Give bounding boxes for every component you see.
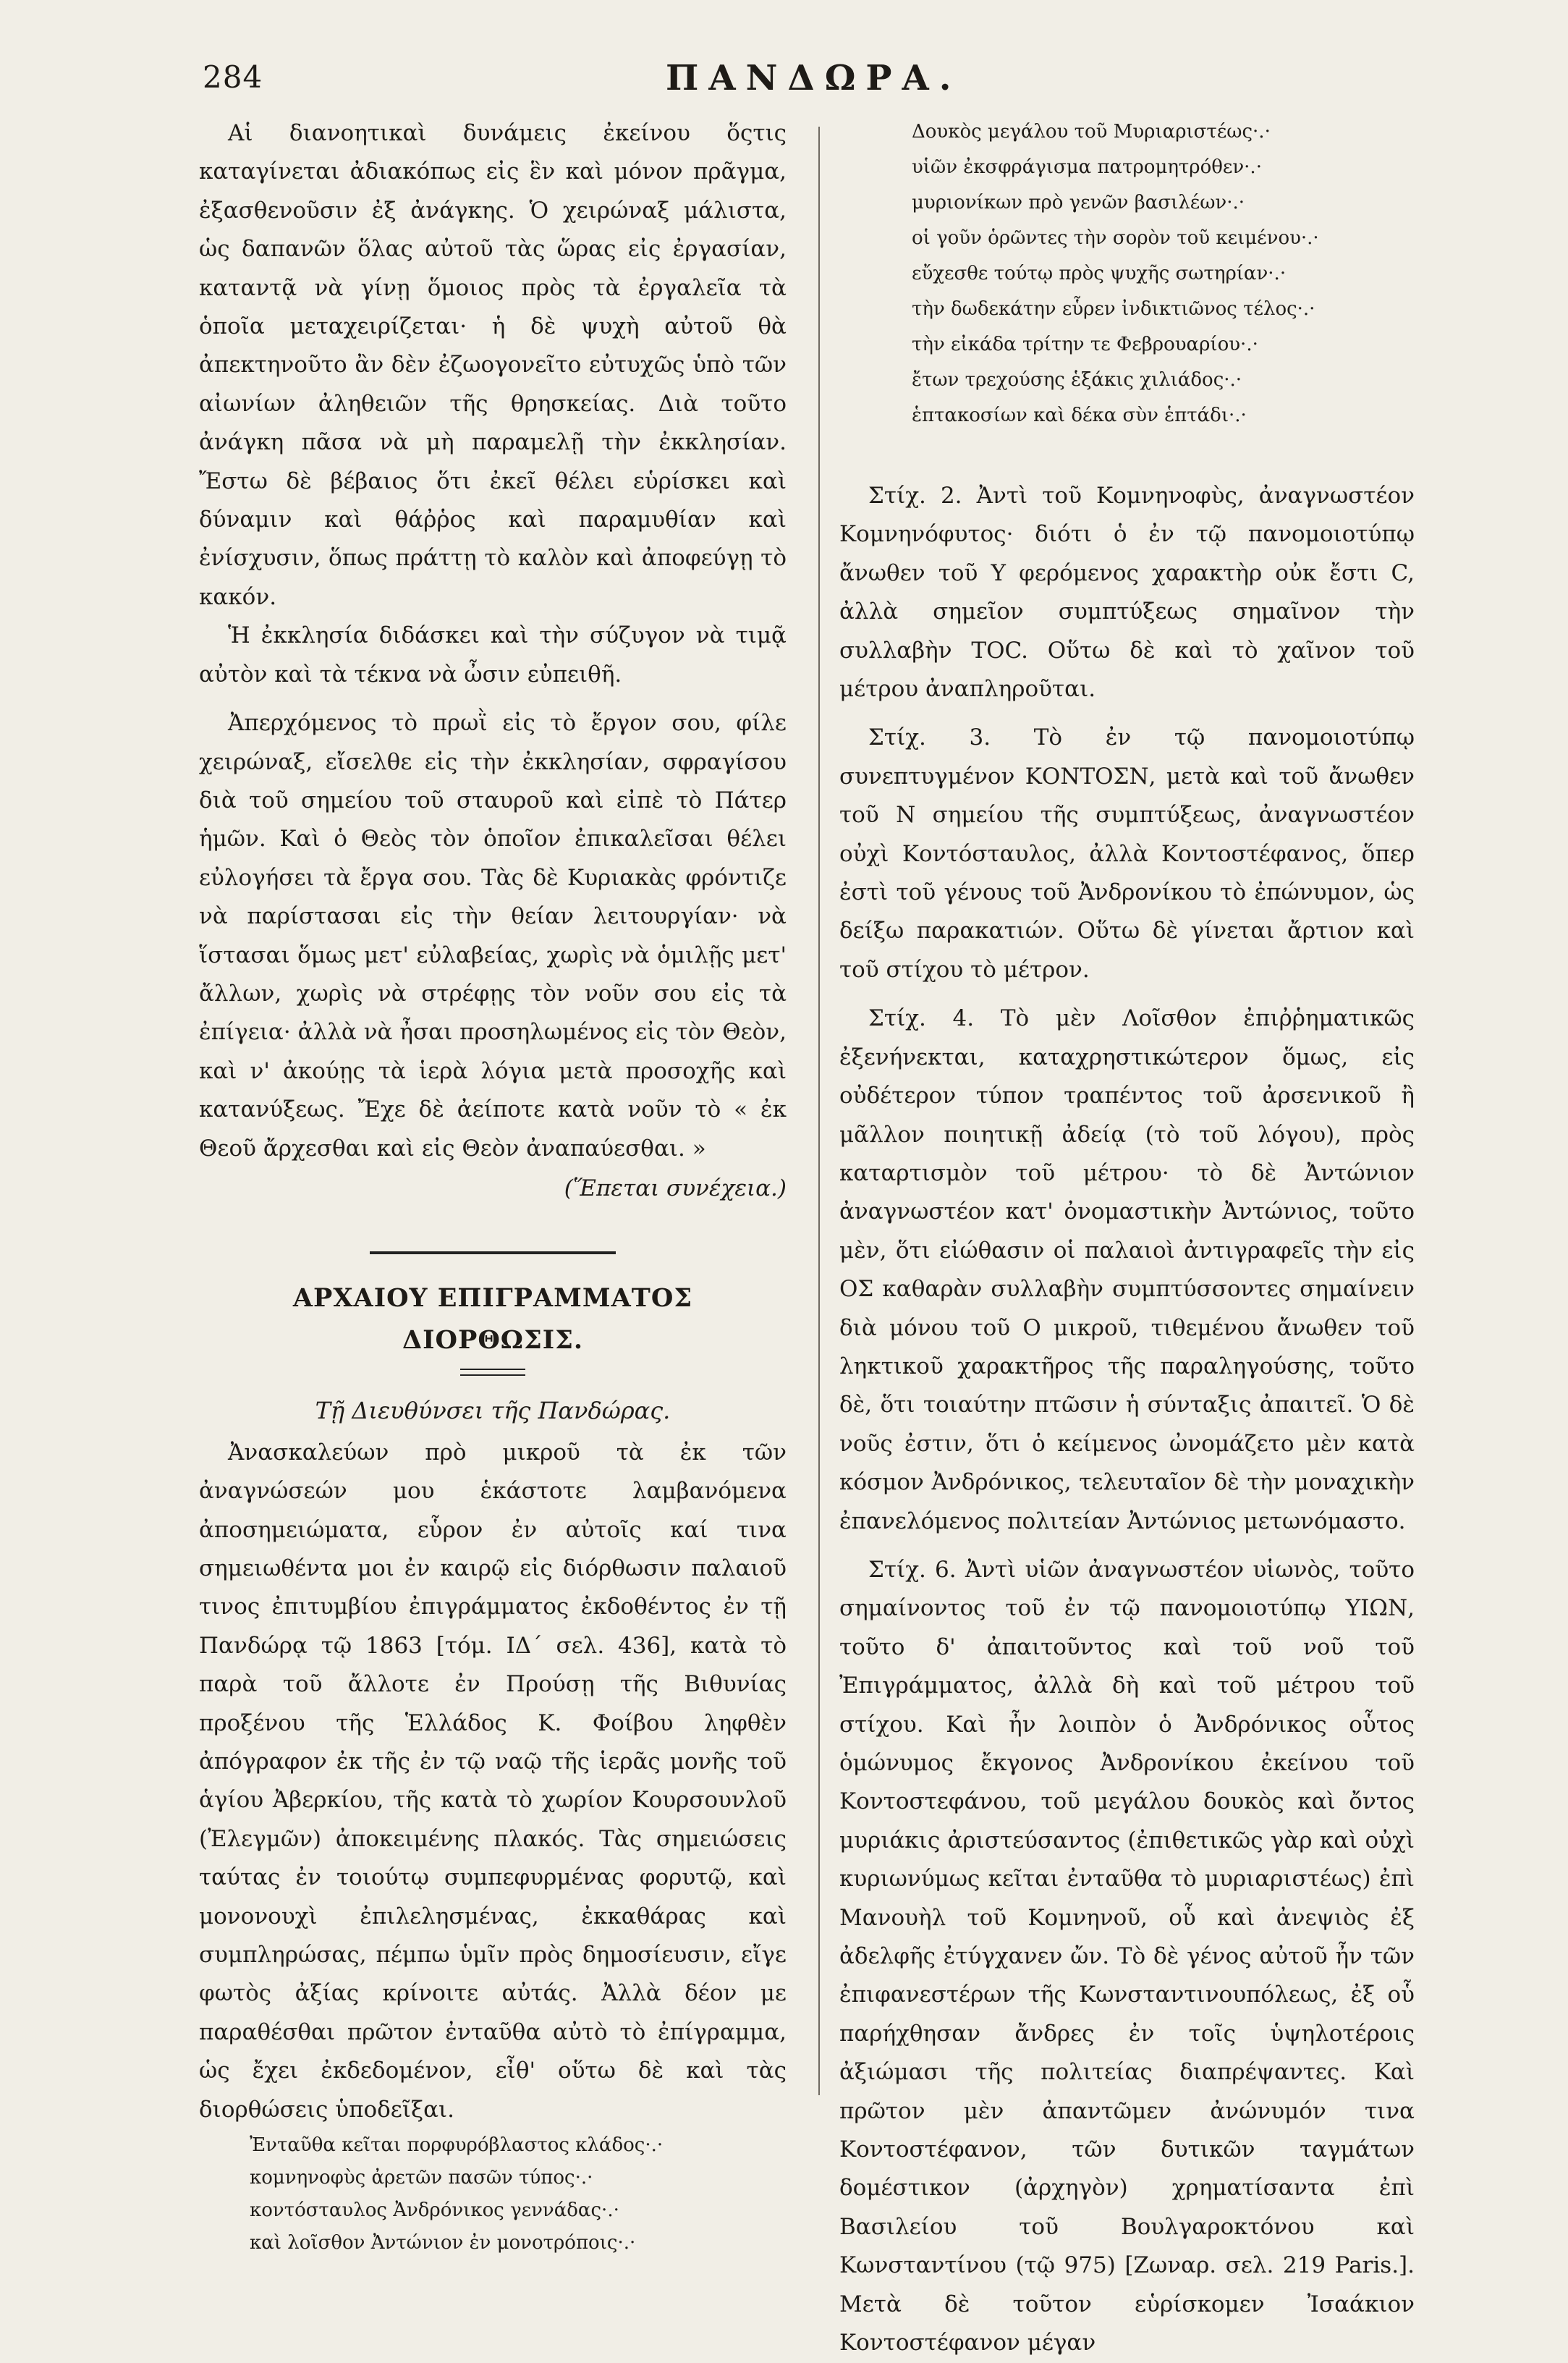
section-heading: ΑΡΧΑΙΟΥ ΕΠΙΓΡΑΜΜΑΤΟΣ ΔΙΟΡΘΩΣΙΣ. [292, 1283, 693, 1356]
paragraph: Ἀπερχόμενος τὸ πρωῒ εἰς τὸ ἔργον σου, φίλε χειρώναξ, εἴσελθε εἰς τὴν ἐκκλησίαν, σφραγίσου διὰ τοῦ σημείου τοῦ σταυροῦ καὶ εἰπὲ τὸ Πάτερ ἡμῶν. Καὶ ὁ Θεὸς τὸν ὁποῖον ἐπικαλεῖσαι θέλει εὐλογήσει τὰ ἔργα σου. Τὰς δὲ Κυριακὰς φρόντιζε νὰ παρίστασαι εἰς τὴν θείαν λειτουργίαν· νὰ ἵστασαι ὅμως μετ' εὐλαβείας, χωρὶς νὰ ὁμιλῇς μετ' ἄλλων, χωρὶς νὰ στρέφῃς τὸν νοῦν σου εἰς τὰ ἐπίγεια· ἀλλὰ νὰ ἦσαι προσηλωμένος εἰς τὸν Θεὸν, καὶ ν' ἀκούῃς τὰ ἱερὰ λόγια μετὰ προσοχῆς καὶ κατανύξεως. Ἔχε δὲ ἀείποτε κατὰ νοῦν τὸ « ἐκ Θεοῦ ἄρχεσθαι καὶ εἰς Θεὸν ἀναπαύεσθαι. » [199, 710, 787, 1162]
verse-line: εὔχεσθε τούτῳ πρὸς ψυχῆς σωτηρίαν·.· [912, 263, 1287, 284]
left-column [199, 114, 787, 2260]
verse-line: ἔτων τρεχούσης ἑξάκις χιλιάδος·.· [912, 369, 1242, 391]
verse-line: καὶ λοῖσθον Ἀντώνιον ἐν μονοτρόποις·.· [250, 2232, 636, 2254]
verse-line: υἱῶν ἐκσφράγισμα πατρομητρόθεν·.· [912, 156, 1262, 178]
page-number: 284 [203, 59, 263, 95]
right-column [839, 114, 1415, 2363]
verse-line: κοντόσταυλος Ἀνδρόνικος γεννάδας·.· [250, 2199, 619, 2222]
paragraph: Αἱ διανοητικαὶ δυνάμεις ἐκείνου ὅςτις καταγίνεται ἀδιακόπως εἰς ἓν καὶ μόνον πρᾶγμα, ἐξασθενοῦσιν ἐξ ἀνάγκης. Ὁ χειρώναξ μάλιστα, ὡς δαπανῶν ὅλας αὐτοῦ τὰς ὥρας εἰς ἐργασίαν, καταντᾷ νὰ γίνῃ ὅμοιος πρὸς τὰ ἐργαλεῖα τὰ ὁποῖα μεταχειρίζεται· ἡ δὲ ψυχὴ αὐτοῦ θὰ ἀπεκτηνοῦτο ἂν δὲν ἐζωογονεῖτο εὐτυχῶς ὑπὸ τῶν αἰωνίων ἀληθειῶν τῆς θρησκείας. Διὰ τοῦτο ἀνάγκη πᾶσα νὰ μὴ παραμελῇ τὴν ἐκκλησίαν. Ἔστω δὲ βέβαιος ὅτι ἐκεῖ θέλει εὑρίσκει καὶ δύναμιν καὶ θάῤῥος καὶ παραμυθίαν καὶ ἐνίσχυσιν, ὅπως πράττῃ τὸ καλὸν καὶ ἀποφεύγῃ τὸ κακόν. [199, 120, 787, 610]
letter-paragraph: Ἀνασκαλεύων πρὸ μικροῦ τὰ ἐκ τῶν ἀναγνώσεών μου ἑκάστοτε λαμβανόμενα ἀποσημειώματα, εὗρον ἐν αὐτοῖς καί τινα σημειωθέντα μοι ἐν καιρῷ εἰς διόρθωσιν παλαιοῦ τινος ἐπιτυμβίου ἐπιγράμματος ἐκδοθέντος ἐν τῇ Πανδώρᾳ τῷ 1863 [τόμ. ΙΔ΄ σελ. 436], κατὰ τὸ παρὰ τοῦ ἄλλοτε ἐν Προύσῃ τῆς Βιθυνίας προξένου τῆς Ἑλλάδος Κ. Φοίβου ληφθὲν ἀπόγραφον ἐκ τῆς ἐν τῷ ναῷ τῆς ἱερᾶς μονῆς τοῦ ἁγίου Ἀβερκίου, τῆς κατὰ τὸ χωρίον Κουρσουνλοῦ (Ἐλεγμῶν) ἀποκειμένης πλακός. Τὰς σημειώσεις ταύτας ἐν τοιούτῳ συμπεφυρμένας φορυτῷ, καὶ μονονουχὶ ἐπιλελησμένας, ἐκκαθάρας καὶ συμπληρώσας, πέμπω ὑμῖν πρὸς δημοσίευσιν, εἴγε φωτὸς ἀξίας κρίνοιτε αὐτάς. Ἀλλὰ δέον με παραθέσθαι πρῶτον ἐνταῦθα αὐτὸ τὸ ἐπίγραμμα, ὡς ἔχει ἐκδεδομένον, εἶθ' οὕτω δὲ καὶ τὰς διορθώσεις ὑποδεῖξαι. [199, 1439, 787, 2123]
commentary-paragraph: Στίχ. 4. Τὸ μὲν Λοῖσθον ἐπιῤῥηματικῶς ἐξενήνεκται, καταχρηστικώτερον ὅμως, εἰς οὐδέτερον τύπον τραπέντος τοῦ ἀρσενικοῦ ἢ μᾶλλον ποιητικῇ ἀδείᾳ (τὸ τοῦ λόγου), πρὸς καταρτισμὸν τοῦ μέτρου· τὸ δὲ Ἀντώνιον ἀναγνωστέον κατ' ὀνομαστικὴν Ἀντώνιος, τοῦτο μὲν, ὅτι εἰώθασιν οἱ παλαιοὶ ἀντιγραφεῖς τὴν εἰς ΟΣ καθαρὰν συλλαβὴν συμπτύσσοντες σημαίνειν διὰ μόνου τοῦ Ο μικροῦ, τιθεμένου ἄνωθεν τοῦ ληκτικοῦ χαρακτῆρος τῆς παραληγούσης, τοῦτο δὲ, ὅτι τοιαύτην πτῶσιν ἡ σύνταξις ἀπαιτεῖ. Ὁ δὲ νοῦς ἐστιν, ὅτι ὁ κείμενος ὠνομάζετο μὲν κατὰ κόσμον Ἀνδρόνικος, τελευταῖον δὲ τὴν μοναχικὴν ἐπανελόμενος πολιτείαν Ἀντώνιος μετωνόμαστο. [839, 1005, 1415, 1534]
paragraph: Ἡ ἐκκλησία διδάσκει καὶ τὴν σύζυγον νὰ τιμᾷ αὐτὸν καὶ τὰ τέκνα νὰ ὦσιν εὐπειθῆ. [199, 622, 787, 688]
commentary-paragraph: Στίχ. 2. Ἀντὶ τοῦ Κομνηνοφὺς, ἀναγνωστέον Κομνηνόφυτος· διότι ὁ ἐν τῷ πανομοιοτύπῳ ἄνωθεν τοῦ Υ φερόμενος χαρακτὴρ οὐκ ἔστι C, ἀλλὰ σημεῖον συμπτύξεως σημαῖνον τὴν συλλαβὴν ΤΟC. Οὕτω δὲ καὶ τὸ χαῖνον τοῦ μέτρου ἀναπληροῦται. [839, 483, 1415, 703]
verse-line: Δουκὸς μεγάλου τοῦ Μυριαριστέως·.· [912, 121, 1271, 143]
epigram-verse-continued [839, 114, 1415, 434]
verse-line: ἑπτακοσίων καὶ δέκα σὺν ἑπτάδι·.· [912, 405, 1247, 426]
running-title: ΠΑΝΔΩΡΑ. [666, 58, 962, 98]
verse-line: τὴν δωδεκάτην εὗρεν ἰνδικτιῶνος τέλος·.· [912, 298, 1315, 320]
verse-line: οἱ γοῦν ὁρῶντες τὴν σορὸν τοῦ κειμένου·.· [912, 227, 1319, 249]
salutation: Τῇ Διευθύνσει τῆς Πανδώρας. [315, 1397, 671, 1425]
verse-line: μυριονίκων πρὸ γενῶν βασιλέων·.· [912, 192, 1245, 214]
commentary-paragraph: Στίχ. 3. Τὸ ἐν τῷ πανομοιοτύπῳ συνεπτυγμένον ΚΟΝΤΟΣΝ, μετὰ καὶ τοῦ ἄνωθεν τοῦ Ν σημείου τῆς συμπτύξεως, ἀναγνωστέον οὐχὶ Κοντόσταυλος, ἀλλὰ Κοντοστέφανος, ὅπερ ἐστὶ τοῦ γένους τοῦ Ἀνδρονίκου τὸ ἐπώνυμον, ὡς δείξω παρακατιών. Οὕτω δὲ γίνεται ἄρτιον καὶ τοῦ στίχου τὸ μέτρον. [839, 724, 1415, 983]
section-rule [370, 1251, 616, 1254]
verse-line: Ἐνταῦθα κεῖται πορφυρόβλαστος κλάδος·.· [250, 2134, 664, 2157]
verse-line: τὴν εἰκάδα τρίτην τε Φεβρουαρίου·.· [912, 334, 1258, 355]
column-divider [818, 127, 820, 2095]
epigram-verse [199, 2129, 787, 2260]
continued-note: (Ἕπεται συνέχεια.) [564, 1175, 787, 1201]
commentary-paragraph: Στίχ. 6. Ἀντὶ υἱῶν ἀναγνωστέον υἱωνὸς, τοῦτο σημαίνοντος τοῦ ἐν τῷ πανομοιοτύπῳ ΥΙΩΝ, τοῦτο δ' ἀπαιτοῦντος καὶ τοῦ νοῦ τοῦ Ἐπιγράμματος, ἀλλὰ δὴ καὶ τοῦ μέτρου τοῦ στίχου. Καὶ ἦν λοιπὸν ὁ Ἀνδρόνικος οὗτος ὁμώνυμος ἔκγονος Ἀνδρονίκου ἐκείνου τοῦ Κοντοστεφάνου, τοῦ μεγάλου δουκὸς καὶ ὄντος μυριάκις ἀριστεύσαντος (ἐπιθετικῶς γὰρ καὶ οὐχὶ κυριωνύμως κεῖται ἐνταῦθα τὸ μυριαριστέως) ἐπὶ Μανουὴλ τοῦ Κομνηνοῦ, οὗ καὶ ἀνεψιὸς ἐξ ἀδελφῆς ἐτύγχανεν ὤν. Τὸ δὲ γένος αὐτοῦ ἦν τῶν ἐπιφανεστέρων τῆς Κωνσταντινουπόλεως, ἐξ οὗ παρήχθησαν ἄνδρες ἐν τοῖς ὑψηλοτέροις ἀξιώμασι τῆς πολιτείας διαπρέψαντες. Καὶ πρῶτον μὲν ἀπαντῶμεν ἀνώνυμόν τινα Κοντοστέφανον, τῶν δυτικῶν ταγμάτων δομέστικον (ἀρχηγὸν) χρηματίσαντα ἐπὶ Βασιλείου τοῦ Βουλγαροκτόνου καὶ Κωνσταντίνου (τῷ 975) [Ζωναρ. σελ. 219 Paris.]. Μετὰ δὲ τοῦτον εὑρίσκομεν Ἰσαάκιον Κοντοστέφανον μέγαν [839, 1556, 1415, 2356]
heading-ornament [460, 1369, 525, 1376]
verse-line: κομνηνοφὺς ἀρετῶν πασῶν τύπος·.· [250, 2167, 593, 2189]
